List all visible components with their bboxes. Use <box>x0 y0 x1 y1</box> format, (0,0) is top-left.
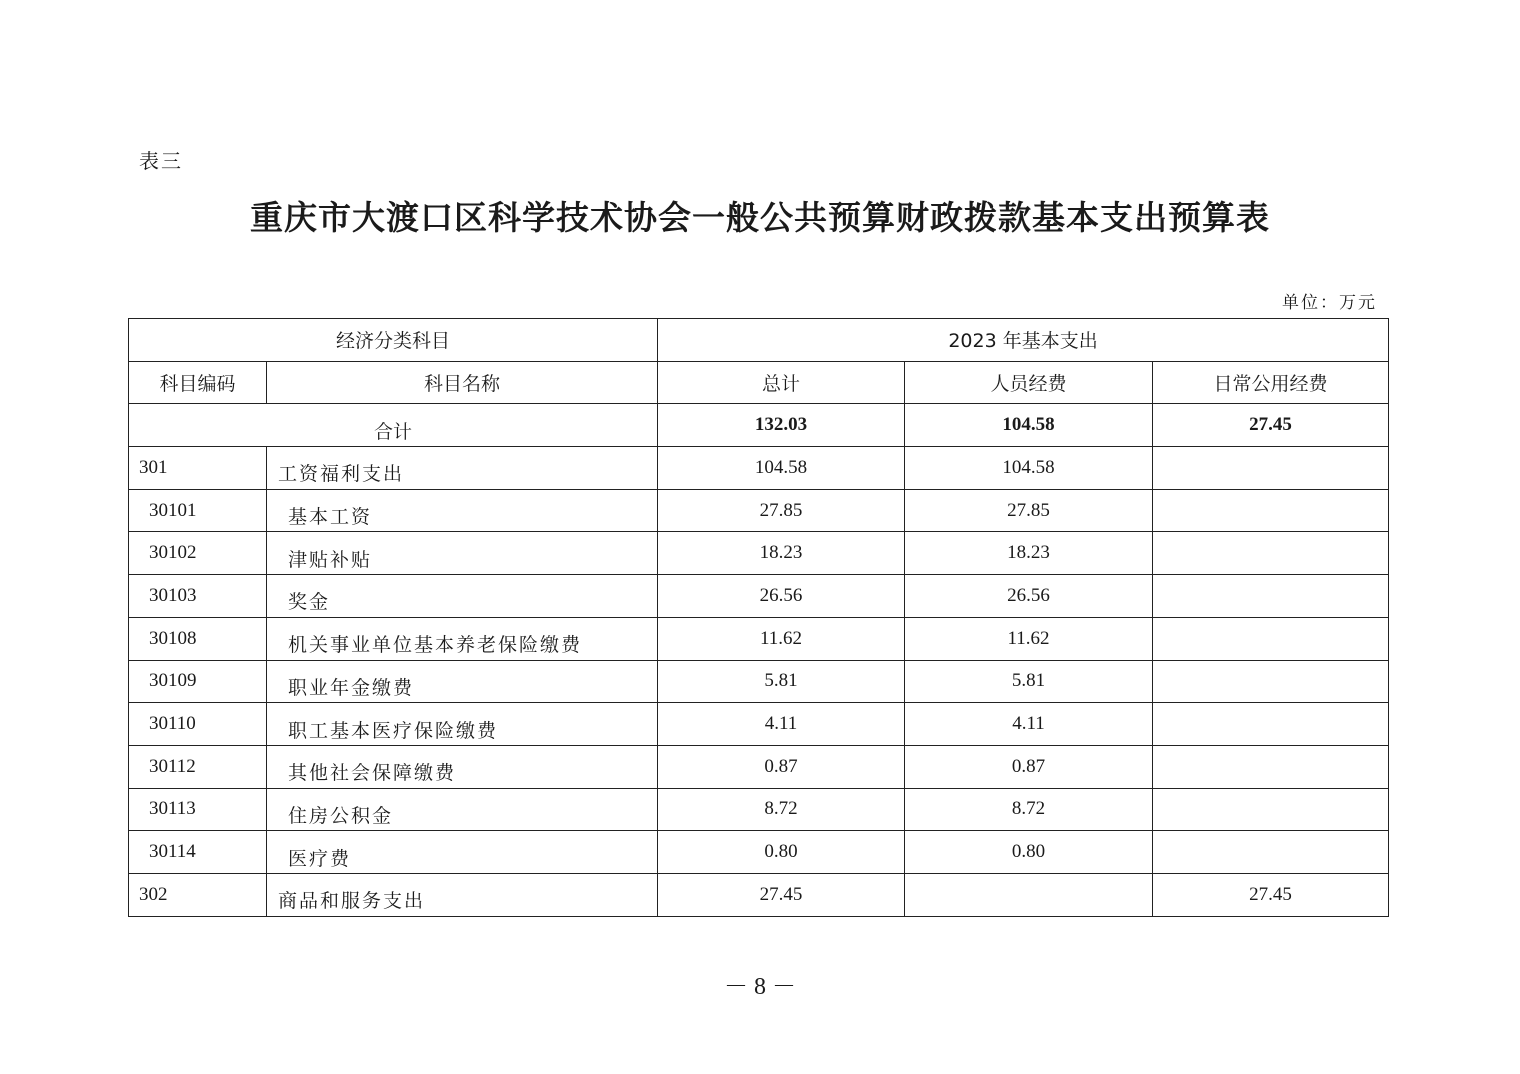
table-row <box>129 703 1389 746</box>
row-public <box>1153 745 1389 788</box>
row-personnel: 11.62 <box>905 617 1153 660</box>
row-total: 26.56 <box>658 575 905 618</box>
row-personnel: 8.72 <box>905 788 1153 831</box>
row-name: 商品和服务支出 <box>267 873 658 916</box>
row-public <box>1153 575 1389 618</box>
summary-label: 合计 <box>129 404 658 447</box>
column-header-total: 总计 <box>658 361 905 404</box>
row-public <box>1153 703 1389 746</box>
row-total: 0.87 <box>658 745 905 788</box>
row-code: 30114 <box>129 831 267 874</box>
header-columns-row <box>129 361 1389 404</box>
table-row <box>129 873 1389 916</box>
row-code: 30108 <box>129 617 267 660</box>
summary-personnel: 104.58 <box>905 404 1153 447</box>
row-code: 30101 <box>129 489 267 532</box>
row-personnel: 27.85 <box>905 489 1153 532</box>
header-group-row <box>129 319 1389 362</box>
row-personnel: 5.81 <box>905 660 1153 703</box>
document-title: 重庆市大渡口区科学技术协会一般公共预算财政拨款基本支出预算表 <box>250 198 1270 237</box>
table-row <box>129 617 1389 660</box>
row-public <box>1153 617 1389 660</box>
row-name: 津贴补贴 <box>267 532 658 575</box>
row-personnel: 0.87 <box>905 745 1153 788</box>
summary-row <box>129 404 1389 447</box>
row-name: 基本工资 <box>267 489 658 532</box>
header-economic-classification: 经济分类科目 <box>129 319 658 362</box>
row-public <box>1153 447 1389 490</box>
row-total: 18.23 <box>658 532 905 575</box>
row-name: 职业年金缴费 <box>267 660 658 703</box>
header-basic-expenditure-2023: 2023 年基本支出 <box>658 319 1389 362</box>
table-row <box>129 447 1389 490</box>
row-total: 11.62 <box>658 617 905 660</box>
table-row <box>129 489 1389 532</box>
row-personnel <box>905 873 1153 916</box>
row-public <box>1153 831 1389 874</box>
table-row <box>129 788 1389 831</box>
row-personnel: 4.11 <box>905 703 1153 746</box>
row-total: 27.85 <box>658 489 905 532</box>
row-personnel: 0.80 <box>905 831 1153 874</box>
row-code: 30103 <box>129 575 267 618</box>
row-name: 机关事业单位基本养老保险缴费 <box>267 617 658 660</box>
row-code: 30110 <box>129 703 267 746</box>
row-personnel: 26.56 <box>905 575 1153 618</box>
summary-public: 27.45 <box>1153 404 1389 447</box>
row-total: 104.58 <box>658 447 905 490</box>
row-total: 4.11 <box>658 703 905 746</box>
table-row <box>129 532 1389 575</box>
column-header-code: 科目编码 <box>129 361 267 404</box>
row-total: 27.45 <box>658 873 905 916</box>
row-personnel: 18.23 <box>905 532 1153 575</box>
row-public <box>1153 532 1389 575</box>
row-total: 8.72 <box>658 788 905 831</box>
table-row <box>129 831 1389 874</box>
row-public: 27.45 <box>1153 873 1389 916</box>
table-row <box>129 575 1389 618</box>
table-label: 表三 <box>139 149 183 173</box>
row-total: 0.80 <box>658 831 905 874</box>
column-header-personnel: 人员经费 <box>905 361 1153 404</box>
page-number: － 8 － <box>724 974 796 1000</box>
row-total: 5.81 <box>658 660 905 703</box>
column-header-name: 科目名称 <box>267 361 658 404</box>
row-code: 30112 <box>129 745 267 788</box>
row-name: 职工基本医疗保险缴费 <box>267 703 658 746</box>
row-name: 奖金 <box>267 575 658 618</box>
row-code: 30102 <box>129 532 267 575</box>
unit-label: 单位：万元 <box>1282 293 1377 313</box>
row-code: 301 <box>129 447 267 490</box>
column-header-public: 日常公用经费 <box>1153 361 1389 404</box>
table-row <box>129 660 1389 703</box>
row-public <box>1153 788 1389 831</box>
row-personnel: 104.58 <box>905 447 1153 490</box>
row-name: 住房公积金 <box>267 788 658 831</box>
table-row <box>129 745 1389 788</box>
row-public <box>1153 489 1389 532</box>
row-name: 医疗费 <box>267 831 658 874</box>
row-name: 其他社会保障缴费 <box>267 745 658 788</box>
row-name: 工资福利支出 <box>267 447 658 490</box>
row-code: 30109 <box>129 660 267 703</box>
row-code: 302 <box>129 873 267 916</box>
row-code: 30113 <box>129 788 267 831</box>
summary-total: 132.03 <box>658 404 905 447</box>
row-public <box>1153 660 1389 703</box>
budget-table <box>128 318 1389 917</box>
